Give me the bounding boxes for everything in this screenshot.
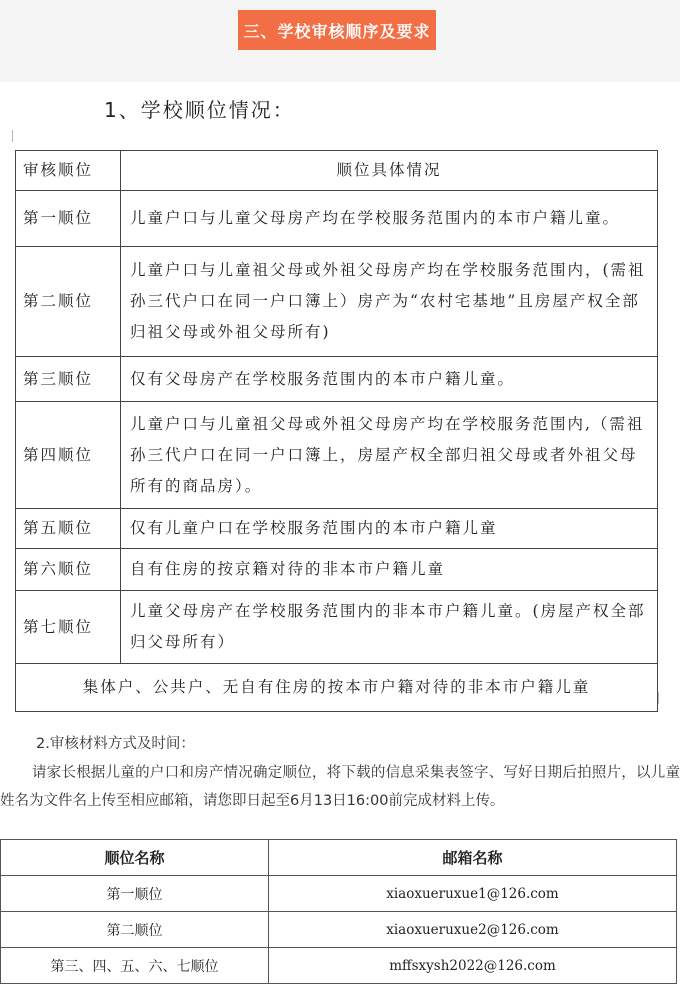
header-rank-name: 顺位名称	[1, 840, 269, 876]
row-rank: 第四顺位	[16, 402, 121, 509]
materials-heading: 2.审核材料方式及时间：	[36, 736, 195, 752]
mail-row-rank: 第一顺位	[1, 876, 269, 912]
row-rank: 第六顺位	[16, 549, 121, 591]
mail-row	[1, 948, 677, 984]
row-detail: 仅有父母房产在学校服务范围内的本市户籍儿童。	[121, 357, 658, 402]
mail-table	[0, 839, 677, 984]
section-badge: 三、学校审核顺序及要求	[238, 10, 436, 50]
order-row	[16, 402, 658, 509]
mail-row	[1, 912, 677, 948]
row-rank: 第五顺位	[16, 509, 121, 549]
corner-mark	[658, 692, 659, 704]
order-row	[16, 591, 658, 664]
mail-row-email: mffsxysh2022@126.com	[269, 948, 677, 984]
order-table-header	[16, 151, 658, 191]
header-mailbox: 邮箱名称	[269, 840, 677, 876]
row-rank: 第二顺位	[16, 247, 121, 357]
order-table-footer	[16, 664, 658, 712]
corner-mark	[12, 130, 13, 142]
materials-body: 请家长根据儿童的户口和房产情况确定顺位，将下载的信息采集表签字、写好日期后拍照片，以儿童姓名为文件名上传至相应邮箱，请您即日起至6月13日16:00前完成材料上传。	[0, 765, 680, 809]
mail-row	[1, 876, 677, 912]
header-band	[0, 0, 680, 82]
row-detail: 儿童父母房产在学校服务范围内的非本市户籍儿童。(房屋产权全部归父母所有）	[121, 591, 658, 664]
header-rank: 审核顺位	[16, 151, 121, 191]
row-detail: 自有住房的按京籍对待的非本市户籍儿童	[121, 549, 658, 591]
order-row	[16, 357, 658, 402]
order-section-title: 1、学校顺位情况：	[104, 98, 295, 122]
order-table	[15, 150, 658, 712]
row-detail: 儿童户口与儿童祖父母或外祖父母房产均在学校服务范围内，(需祖孙三代户口在同一户口簿上）房产为“农村宅基地”且房屋产权全部归祖父母或外祖父母所有)	[121, 247, 658, 357]
order-row	[16, 247, 658, 357]
row-detail: 儿童户口与儿童父母房产均在学校服务范围内的本市户籍儿童。	[121, 191, 658, 247]
order-row	[16, 191, 658, 247]
row-rank: 第七顺位	[16, 591, 121, 664]
row-rank: 第一顺位	[16, 191, 121, 247]
mail-row-email: xiaoxueruxue1@126.com	[269, 876, 677, 912]
order-row	[16, 549, 658, 591]
mail-row-email: xiaoxueruxue2@126.com	[269, 912, 677, 948]
row-detail: 仅有儿童户口在学校服务范围内的本市户籍儿童	[121, 509, 658, 549]
mail-row-rank: 第三、四、五、六、七顺位	[1, 948, 269, 984]
mail-table-header	[1, 840, 677, 876]
footer-text: 集体户、公共户、无自有住房的按本市户籍对待的非本市户籍儿童	[16, 664, 658, 712]
row-rank: 第三顺位	[16, 357, 121, 402]
header-detail: 顺位具体情况	[121, 151, 658, 191]
row-detail: 儿童户口与儿童祖父母或外祖父母房产均在学校服务范围内,（需祖孙三代户口在同一户口簿上，房屋产权全部归祖父母或者外祖父母所有的商品房）。	[121, 402, 658, 509]
order-row	[16, 509, 658, 549]
mail-row-rank: 第二顺位	[1, 912, 269, 948]
